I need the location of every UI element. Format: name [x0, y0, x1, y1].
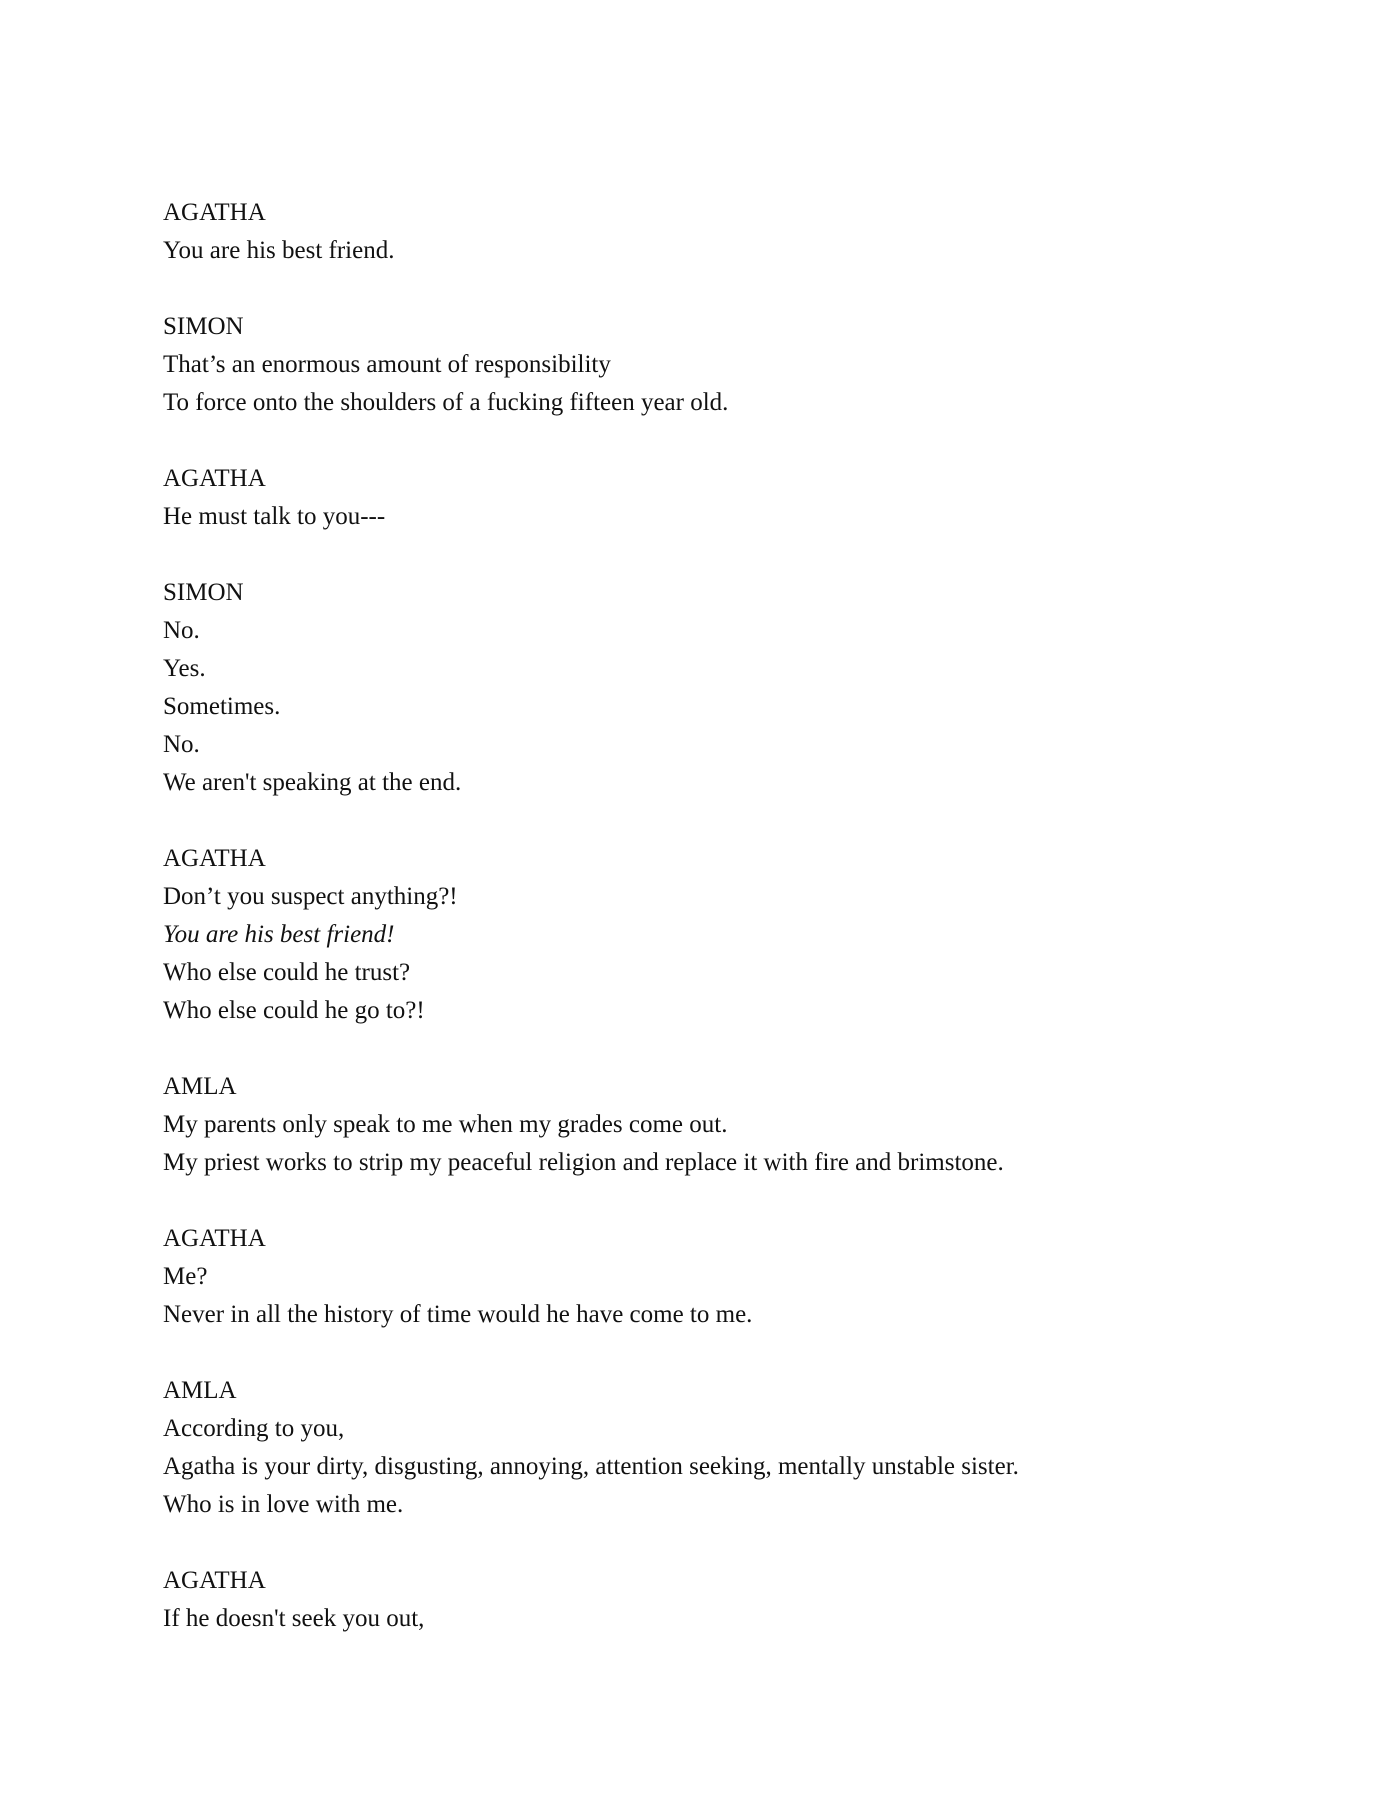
dialogue-block [163, 1562, 1323, 1638]
dialogue-line: Never in all the history of time would he have come to me. [163, 1301, 753, 1328]
speaker-name: AGATHA [163, 845, 266, 872]
dialogue-block [163, 574, 1323, 802]
dialogue-line: Sometimes. [163, 693, 281, 720]
dialogue-block [163, 308, 1323, 422]
speaker-name: AGATHA [163, 1567, 266, 1594]
dialogue-line: Me? [163, 1263, 208, 1290]
dialogue-line: Don’t you suspect anything?! [163, 883, 458, 910]
dialogue-block [163, 1068, 1323, 1182]
speaker-name: SIMON [163, 579, 244, 606]
dialogue-line: If he doesn't seek you out, [163, 1605, 425, 1632]
dialogue-line: No. [163, 617, 200, 644]
dialogue-line: My priest works to strip my peaceful religion and replace it with fire and brimstone. [163, 1149, 1004, 1176]
dialogue-line: Who else could he go to?! [163, 997, 425, 1024]
dialogue-line: He must talk to you--- [163, 503, 386, 530]
dialogue-line: You are his best friend. [163, 237, 395, 264]
speaker-name: AMLA [163, 1377, 237, 1404]
script-text [163, 194, 1323, 1676]
speaker-name: AGATHA [163, 465, 266, 492]
dialogue-line: Who is in love with me. [163, 1491, 404, 1518]
dialogue-block [163, 840, 1323, 1030]
dialogue-block [163, 1372, 1323, 1524]
dialogue-line: We aren't speaking at the end. [163, 769, 462, 796]
dialogue-line: That’s an enormous amount of responsibility [163, 351, 611, 378]
dialogue-line: Who else could he trust? [163, 959, 411, 986]
dialogue-line: According to you, [163, 1415, 345, 1442]
speaker-name: AGATHA [163, 199, 266, 226]
speaker-name: AGATHA [163, 1225, 266, 1252]
dialogue-line: My parents only speak to me when my grades come out. [163, 1111, 728, 1138]
dialogue-block [163, 460, 1323, 536]
speaker-name: SIMON [163, 313, 244, 340]
dialogue-line: Agatha is your dirty, disgusting, annoying, attention seeking, mentally unstable sister. [163, 1453, 1019, 1480]
speaker-name: AMLA [163, 1073, 237, 1100]
dialogue-line: Yes. [163, 655, 206, 682]
dialogue-line: No. [163, 731, 200, 758]
dialogue-block [163, 194, 1323, 270]
dialogue-block [163, 1220, 1323, 1334]
dialogue-line: To force onto the shoulders of a fucking fifteen year old. [163, 389, 729, 416]
dialogue-line-italic: You are his best friend! [163, 921, 395, 948]
